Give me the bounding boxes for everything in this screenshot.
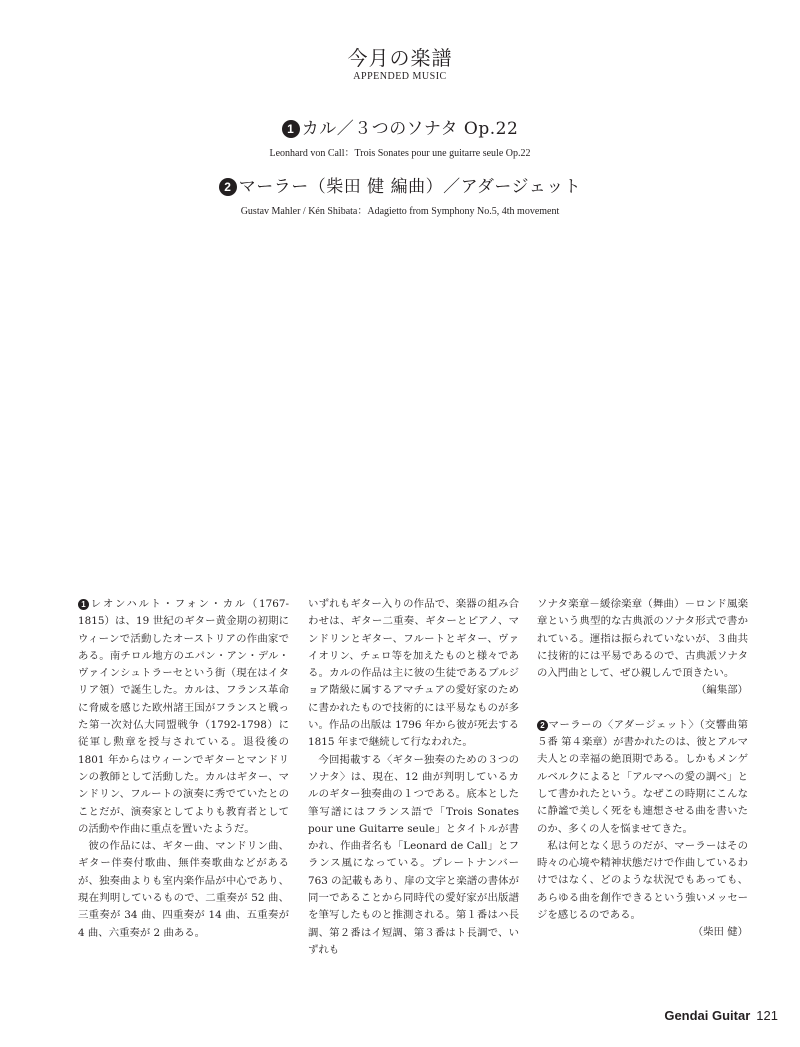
paragraph-text: レオンハルト・フォン・カル（1767-1815）は、19 世紀のギター黄金期の初期にウィーンで活動したオーストリアの作曲家である。南チロル地方のエパン・アン・デル・ヴァインシュトラーセという街（現在はイタリア領）で誕生した。カルは、フランス革命に脅威を感じた欧州諸王国がフランスと戦った第一次対仏大同盟戦争（1792-1798）に従軍し勲章を授与されている。退役後の 1801 年からはウィーンでギターとマンドリンの教師として活動した。カルはギター、マンドリン、フルートの演奏に秀でていたとのことだが、演奏家としてよりも教育者としての活動や作曲に重点を置いたようだ。 <box>78 598 289 835</box>
piece-title-text: マーラー（柴田 健 編曲）／アダージェット <box>238 177 582 197</box>
piece-1-subtitle: Leonhard von Call：Trois Sonates pour une guitarre seule Op.22 <box>269 148 531 159</box>
signature: （編集部） <box>696 684 748 697</box>
article-column-1 <box>78 596 289 942</box>
paragraph <box>78 596 289 838</box>
article-column-2 <box>308 596 519 959</box>
paragraph: ソナタ楽章－緩徐楽章（舞曲）－ロンド風楽章という典型的な古典派のソナタ形式で書かれている。運指は振られていないが、３曲共に技術的には平易であるので、古典派ソナタの入門曲として、ぜひ親しんで頂きたい。 <box>537 598 748 680</box>
piece-1 <box>0 118 800 159</box>
piece-number-badge: 2 <box>219 178 237 196</box>
page-number: 121 <box>756 1008 778 1023</box>
paragraph <box>537 717 748 838</box>
page-footer <box>664 1008 778 1023</box>
page-title: 今月の楽譜 <box>347 46 453 70</box>
piece-title-text: カル／３つのソナタ Op.22 <box>301 119 519 139</box>
piece-number-badge: 1 <box>282 120 300 138</box>
page-subtitle: APPENDED MUSIC <box>353 71 447 82</box>
piece-2-title <box>0 176 800 198</box>
article-column-3 <box>537 596 748 942</box>
piece-1-title <box>0 118 800 140</box>
signature: （柴田 健） <box>692 926 748 939</box>
piece-2-subtitle: Gustav Mahler / Kén Shibata：Adagietto from Symphony No.5, 4th movement <box>240 206 560 217</box>
magazine-name: Gendai Guitar <box>664 1008 751 1023</box>
piece-number-badge: 1 <box>78 599 89 610</box>
paragraph: 彼の作品には、ギター曲、マンドリン曲、ギター伴奏付歌曲、無伴奏歌曲などがあるが、独奏曲よりも室内楽作品が中心であり、現在判明しているもので、二重奏が 52 曲、三重奏が 34 曲、四重奏が 14 曲、五重奏が 4 曲、六重奏が 2 曲ある。 <box>78 840 289 939</box>
paragraph: いずれもギター入りの作品で、楽器の組み合わせは、ギター二重奏、ギターとピアノ、マンドリンとギター、フルートとギター、ヴァイオリン、チェロ等を加えたものと様々である。カルの作品は主に彼の生徒であるブルジョア階級に属するアマチュアの愛好家のために書かれたもので技術的には平易なものが多い。作品の出版は 1796 年から彼が死去する 1815 年まで継続して行なわれた。 <box>308 598 519 749</box>
paragraph: 今回掲載する〈ギター独奏のための３つのソナタ〉は、現在、12 曲が判明しているカルのギター独奏曲の１つである。底本とした筆写譜にはフランス語で「Trois Sonates pour une Guitarre seule」とタイトルが書かれ、作曲者名も「Leonard de Call」とフランス風になっている。プレートナンバー 763 の記載もあり、扉の文字と楽譜の書体が同一であることから同時代の愛好家が出版譜を筆写したものと推測される。第１番はハ長調、第２番はイ短調、第３番はト長調で、いずれも <box>308 753 519 956</box>
paragraph: 私は何となく思うのだが、マーラーはその時々の心境や精神状態だけで作曲しているわけではなく、どのような状況でもあっても、あらゆる曲を創作できるという強いメッセージを感じるのである。 <box>537 839 748 922</box>
piece-number-badge: 2 <box>537 720 548 731</box>
paragraph-text: マーラーの〈アダージェット〉（交響曲第５番 第４楽章）が書かれたのは、彼とアルマ夫人との幸福の絶頂期である。しかもメンゲルベルクによると「アルマへの愛の調べ」として書かれたという。なぜこの時期にこんなに静謐で美しく死をも連想させる曲を書いたのか、多くの人を悩ませてきた。 <box>537 718 748 835</box>
piece-2 <box>0 176 800 217</box>
